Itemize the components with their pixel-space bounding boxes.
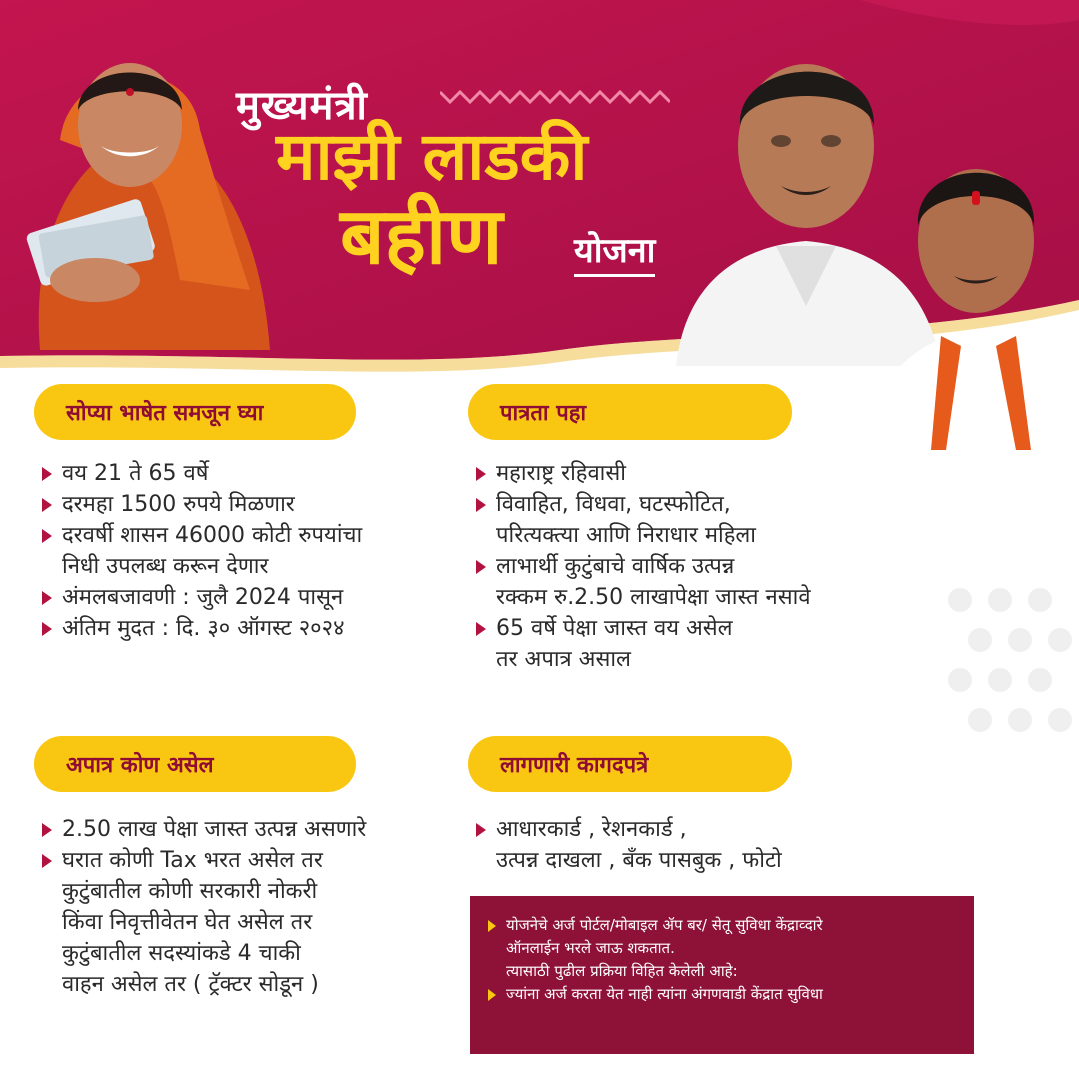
title-line-1: मुख्यमंत्री: [236, 83, 368, 129]
documents-section-heading: लागणारी कागदपत्रे: [468, 736, 792, 792]
eligibility-list: [474, 458, 934, 675]
woman-photo: [0, 30, 280, 350]
eligibility-section-heading: पात्रता पहा: [468, 384, 792, 440]
ineligible-section-heading: अपात्र कोण असेल: [34, 736, 356, 792]
list-item: घरात कोणी Tax भरत असेल तर: [40, 845, 460, 876]
list-item-text: किंवा निवृत्तीवेतन घेत असेल तर: [62, 910, 313, 935]
list-item: अंमलबजावणी : जुलै 2024 पासून: [40, 582, 460, 613]
list-item: अंतिम मुदत : दि. ३० ऑगस्ट २०२४: [40, 613, 460, 644]
title-line-2: माझी लाडकी: [276, 118, 588, 195]
list-item: लाभार्थी कुटुंबाचे वार्षिक उत्पन्न: [474, 551, 934, 582]
list-item: 2.50 लाख पेक्षा जास्त उत्पन्न असणारे: [40, 814, 460, 845]
info-line-3: त्यासाठी पुढील प्रक्रिया विहित केलेली आहे:: [506, 962, 738, 980]
documents-list: [474, 814, 934, 876]
list-item-text: तर अपात्र असाल: [496, 647, 631, 672]
list-item-text: कुटुंबातील कोणी सरकारी नोकरी: [62, 879, 318, 904]
list-item-continuation: [40, 938, 460, 969]
info-line-2: ऑनलाईन भरले जाऊ शकतात.: [506, 939, 675, 957]
application-info-box: [470, 896, 974, 1054]
list-item-continuation: [474, 644, 934, 675]
simple-section-heading: सोप्या भाषेत समजून घ्या: [34, 384, 356, 440]
list-item-continuation: [40, 969, 460, 1000]
list-item-text: रक्कम रु.2.50 लाखापेक्षा जास्त नसावे: [496, 585, 811, 610]
list-item-text: उत्पन्न दाखला , बँक पासबुक , फोटो: [496, 848, 782, 873]
list-item: विवाहित, विधवा, घटस्फोटित,: [474, 489, 934, 520]
list-item-text: वाहन असेल तर ( ट्रॅक्टर सोडून ): [62, 972, 319, 997]
title-line-3: बहीण: [340, 192, 503, 282]
list-item: 65 वर्षे पेक्षा जास्त वय असेल: [474, 613, 934, 644]
title-suffix: योजना: [574, 226, 655, 277]
list-item-text: परित्यक्त्या आणि निराधार महिला: [496, 523, 757, 548]
list-item-text: निधी उपलब्ध करून देणार: [62, 554, 269, 579]
list-item-continuation: [40, 551, 460, 582]
list-item-continuation: [40, 876, 460, 907]
list-item: आधारकार्ड , रेशनकार्ड ,: [474, 814, 934, 845]
list-item-text: कुटुंबातील सदस्यांकडे 4 चाकी: [62, 941, 301, 966]
list-item-continuation: [40, 907, 460, 938]
list-item-continuation: [474, 582, 934, 613]
list-item: दरमहा 1500 रुपये मिळणार: [40, 489, 460, 520]
list-item-continuation: [474, 520, 934, 551]
info-line-4: ज्यांना अर्ज करता येत नाही त्यांना अंगणवाडी केंद्रात सुविधा: [488, 983, 956, 1006]
ineligible-list: [40, 814, 460, 1000]
simple-list: [40, 458, 460, 644]
list-item-continuation: [474, 845, 934, 876]
list-item: वय 21 ते 65 वर्षे: [40, 458, 460, 489]
info-line-1: योजनेचे अर्ज पोर्टल/मोबाइल ॲप बर/ सेतू सुविधा केंद्राव्दारे: [488, 914, 956, 937]
decorative-zigzag-icon: [440, 90, 670, 106]
list-item: महाराष्ट्र रहिवासी: [474, 458, 934, 489]
list-item: दरवर्षी शासन 46000 कोटी रुपयांचा: [40, 520, 460, 551]
dots-decoration: [940, 580, 1079, 760]
leader-photo-2: [866, 136, 1079, 450]
